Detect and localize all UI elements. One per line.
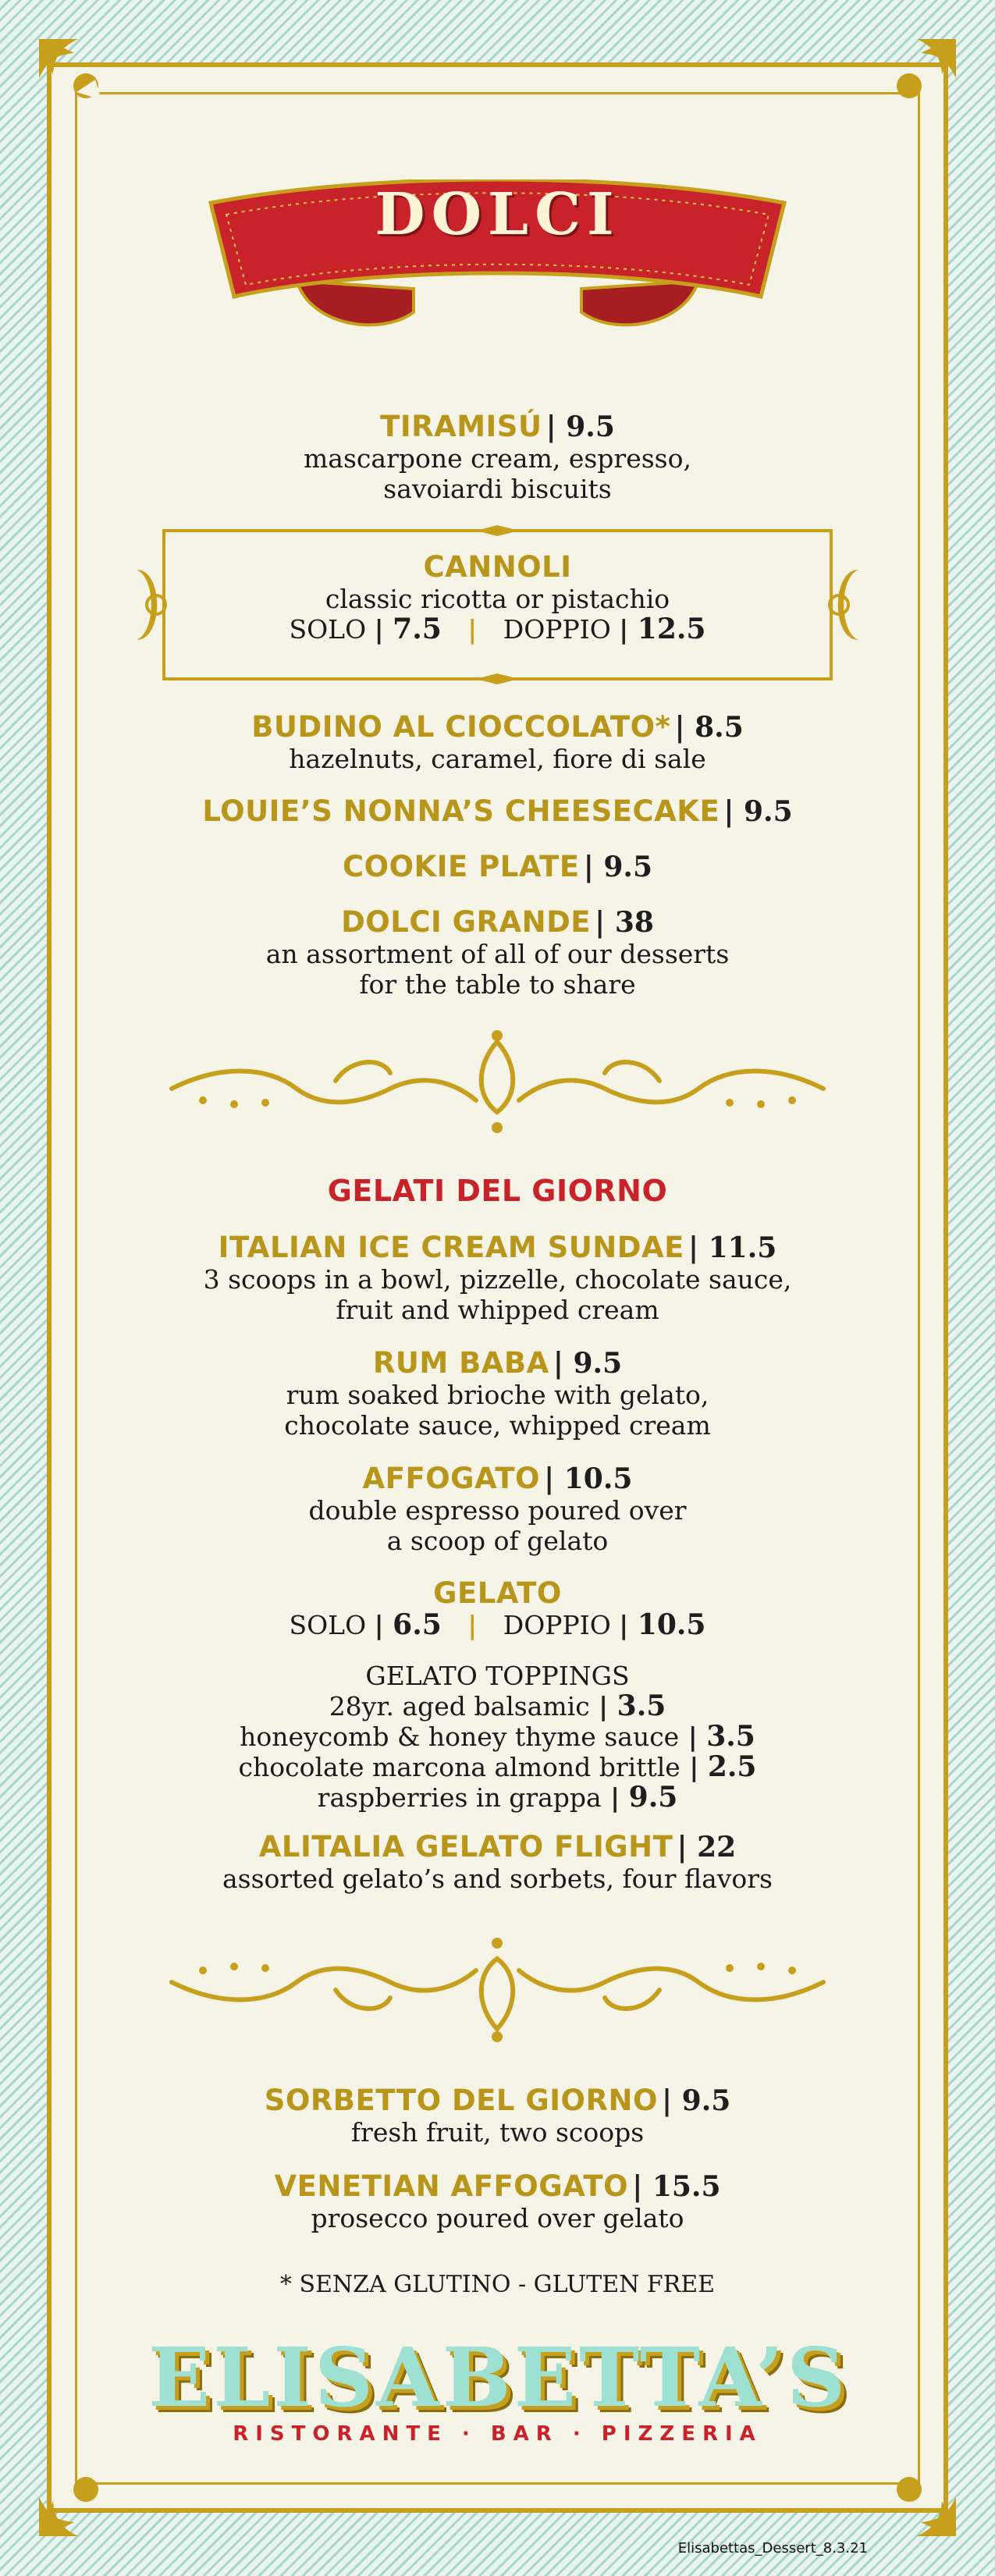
item-price: 8.5 bbox=[695, 711, 744, 744]
menu-item-affogato: AFFOGATO | 10.5 double espresso poured over a scoop of gelato bbox=[0, 1462, 995, 1556]
menu-item-venetian-affogato: VENETIAN AFFOGATO | 15.5 prosecco poured over gelato bbox=[0, 2169, 995, 2233]
item-name: LOUIE’S NONNA’S CHEESECAKE bbox=[202, 794, 720, 828]
scroll-ornament bbox=[156, 1026, 839, 1143]
document-code: Elisabettas_Dessert_8.3.21 bbox=[677, 2540, 868, 2556]
item-desc: hazelnuts, caramel, fiore di sale bbox=[289, 744, 706, 774]
footnote: * SENZA GLUTINO - GLUTEN FREE bbox=[279, 2271, 716, 2298]
corner-flourish-icon bbox=[878, 2458, 964, 2544]
doppio-price: 12.5 bbox=[637, 613, 706, 645]
doppio-label: DOPPIO bbox=[503, 614, 611, 645]
item-desc: fruit and whipped cream bbox=[336, 1295, 659, 1325]
menu-item-gelato: GELATO SOLO | 6.5 | DOPPIO | 10.5 bbox=[0, 1576, 995, 1640]
gelati-section bbox=[0, 1174, 995, 1208]
item-desc: rum soaked brioche with gelato, bbox=[286, 1380, 709, 1410]
title-wrap bbox=[0, 181, 995, 248]
doppio-price: 10.5 bbox=[637, 1608, 706, 1641]
topping-price: 3.5 bbox=[706, 1720, 755, 1753]
doppio-label: DOPPIO bbox=[503, 1610, 611, 1640]
item-price: 38 bbox=[614, 906, 654, 939]
item-price: 9.5 bbox=[681, 2084, 731, 2117]
menu-item-gelato-flight: ALITALIA GELATO FLIGHT | 22 assorted gelato’s and sorbets, four flavors bbox=[0, 1830, 995, 1894]
page-title: DOLCI bbox=[375, 181, 620, 248]
item-price: 9.5 bbox=[566, 410, 615, 443]
item-name: ITALIAN ICE CREAM SUNDAE bbox=[218, 1231, 684, 1264]
item-name: AFFOGATO bbox=[362, 1462, 541, 1495]
toppings-heading: GELATO TOPPINGS bbox=[365, 1661, 630, 1691]
topping-label: chocolate marcona almond brittle bbox=[238, 1752, 681, 1782]
menu-item-rum-baba: RUM BABA | 9.5 rum soaked brioche with gelato, chocolate sauce, whipped cream bbox=[0, 1346, 995, 1441]
item-name: VENETIAN AFFOGATO bbox=[274, 2169, 629, 2203]
restaurant-logo bbox=[148, 2329, 847, 2446]
menu-item-cheesecake: LOUIE’S NONNA’S CHEESECAKE | 9.5 bbox=[202, 794, 793, 828]
menu-item-dolci-grande: DOLCI GRANDE | 38 an assortment of all of our desserts for the table to share bbox=[0, 905, 995, 1000]
item-price: 22 bbox=[697, 1831, 737, 1864]
topping-label: raspberries in grappa bbox=[317, 1782, 602, 1813]
item-desc: classic ricotta or pistachio bbox=[325, 584, 670, 614]
item-price: 11.5 bbox=[708, 1231, 777, 1264]
item-name: COOKIE PLATE bbox=[342, 850, 580, 883]
item-desc: for the table to share bbox=[359, 969, 636, 1000]
item-name: DOLCI GRANDE bbox=[341, 905, 592, 939]
item-desc: fresh fruit, two scoops bbox=[350, 2117, 645, 2148]
solo-price: 6.5 bbox=[393, 1608, 442, 1641]
item-price: 9.5 bbox=[603, 851, 652, 883]
item-name: SORBETTO DEL GIORNO bbox=[264, 2084, 658, 2117]
item-desc: assorted gelato’s and sorbets, four flavors bbox=[222, 1864, 773, 1894]
logo-tagline: RISTORANTE · BAR · PIZZERIA bbox=[233, 2422, 762, 2446]
solo-price: 7.5 bbox=[393, 613, 442, 645]
topping-price: 3.5 bbox=[617, 1690, 666, 1722]
item-desc: an assortment of all of our desserts bbox=[265, 939, 730, 969]
corner-flourish-icon bbox=[878, 31, 964, 117]
item-name: ALITALIA GELATO FLIGHT bbox=[258, 1830, 673, 1864]
topping-label: 28yr. aged balsamic bbox=[329, 1691, 590, 1721]
corner-flourish-icon bbox=[31, 2458, 117, 2544]
scroll-ornament bbox=[156, 1928, 839, 2045]
item-desc: mascarpone cream, espresso, bbox=[304, 443, 691, 474]
corner-flourish-icon bbox=[31, 31, 117, 117]
item-desc: savoiardi biscuits bbox=[383, 474, 612, 504]
item-price: 9.5 bbox=[743, 795, 793, 828]
item-desc: double espresso poured over bbox=[308, 1495, 687, 1526]
item-name: RUM BABA bbox=[372, 1346, 549, 1380]
menu-item-tiramisu: TIRAMISÚ | 9.5 mascarpone cream, espresso, savoiardi biscuits bbox=[0, 410, 995, 504]
topping-price: 9.5 bbox=[628, 1781, 678, 1814]
logo-name: ELISABETTA’S bbox=[148, 2329, 849, 2425]
item-price: 9.5 bbox=[573, 1347, 623, 1380]
gelato-toppings: GELATO TOPPINGS 28yr. aged balsamic | 3.5 honeycomb & honey thyme sauce | 3.5 chocolate marcona almond brittle | 2.5 raspberries in grappa | 9.5 bbox=[0, 1661, 995, 1813]
item-desc: a scoop of gelato bbox=[386, 1526, 609, 1556]
menu-item-cannoli: CANNOLI classic ricotta or pistachio SOLO | 7.5 | DOPPIO | 12.5 bbox=[0, 550, 995, 645]
menu-item-sundae: ITALIAN ICE CREAM SUNDAE | 11.5 3 scoops in a bowl, pizzelle, chocolate sauce, fruit and whipped cream bbox=[0, 1231, 995, 1325]
item-name: TIRAMISÚ bbox=[380, 410, 542, 443]
solo-label: SOLO bbox=[289, 1610, 367, 1640]
gluten-free-note bbox=[0, 2269, 995, 2300]
item-desc: prosecco poured over gelato bbox=[311, 2203, 684, 2233]
item-name: CANNOLI bbox=[423, 550, 572, 584]
menu-item-cookie-plate: COOKIE PLATE | 9.5 bbox=[342, 850, 652, 883]
item-name: GELATO bbox=[433, 1576, 562, 1610]
topping-price: 2.5 bbox=[707, 1750, 757, 1783]
item-desc: chocolate sauce, whipped cream bbox=[284, 1410, 711, 1441]
item-desc: 3 scoops in a bowl, pizzelle, chocolate sauce, bbox=[203, 1264, 792, 1295]
item-name: BUDINO AL CIOCCOLATO* bbox=[251, 710, 671, 744]
menu-item-budino: BUDINO AL CIOCCOLATO* | 8.5 hazelnuts, caramel, fiore di sale bbox=[0, 710, 995, 774]
menu-item-sorbetto: SORBETTO DEL GIORNO | 9.5 fresh fruit, two scoops bbox=[0, 2084, 995, 2148]
item-price: 15.5 bbox=[652, 2170, 721, 2203]
item-price: 10.5 bbox=[563, 1462, 633, 1495]
section-heading: GELATI DEL GIORNO bbox=[327, 1174, 668, 1208]
solo-label: SOLO bbox=[289, 614, 367, 645]
topping-label: honeycomb & honey thyme sauce bbox=[240, 1721, 680, 1752]
